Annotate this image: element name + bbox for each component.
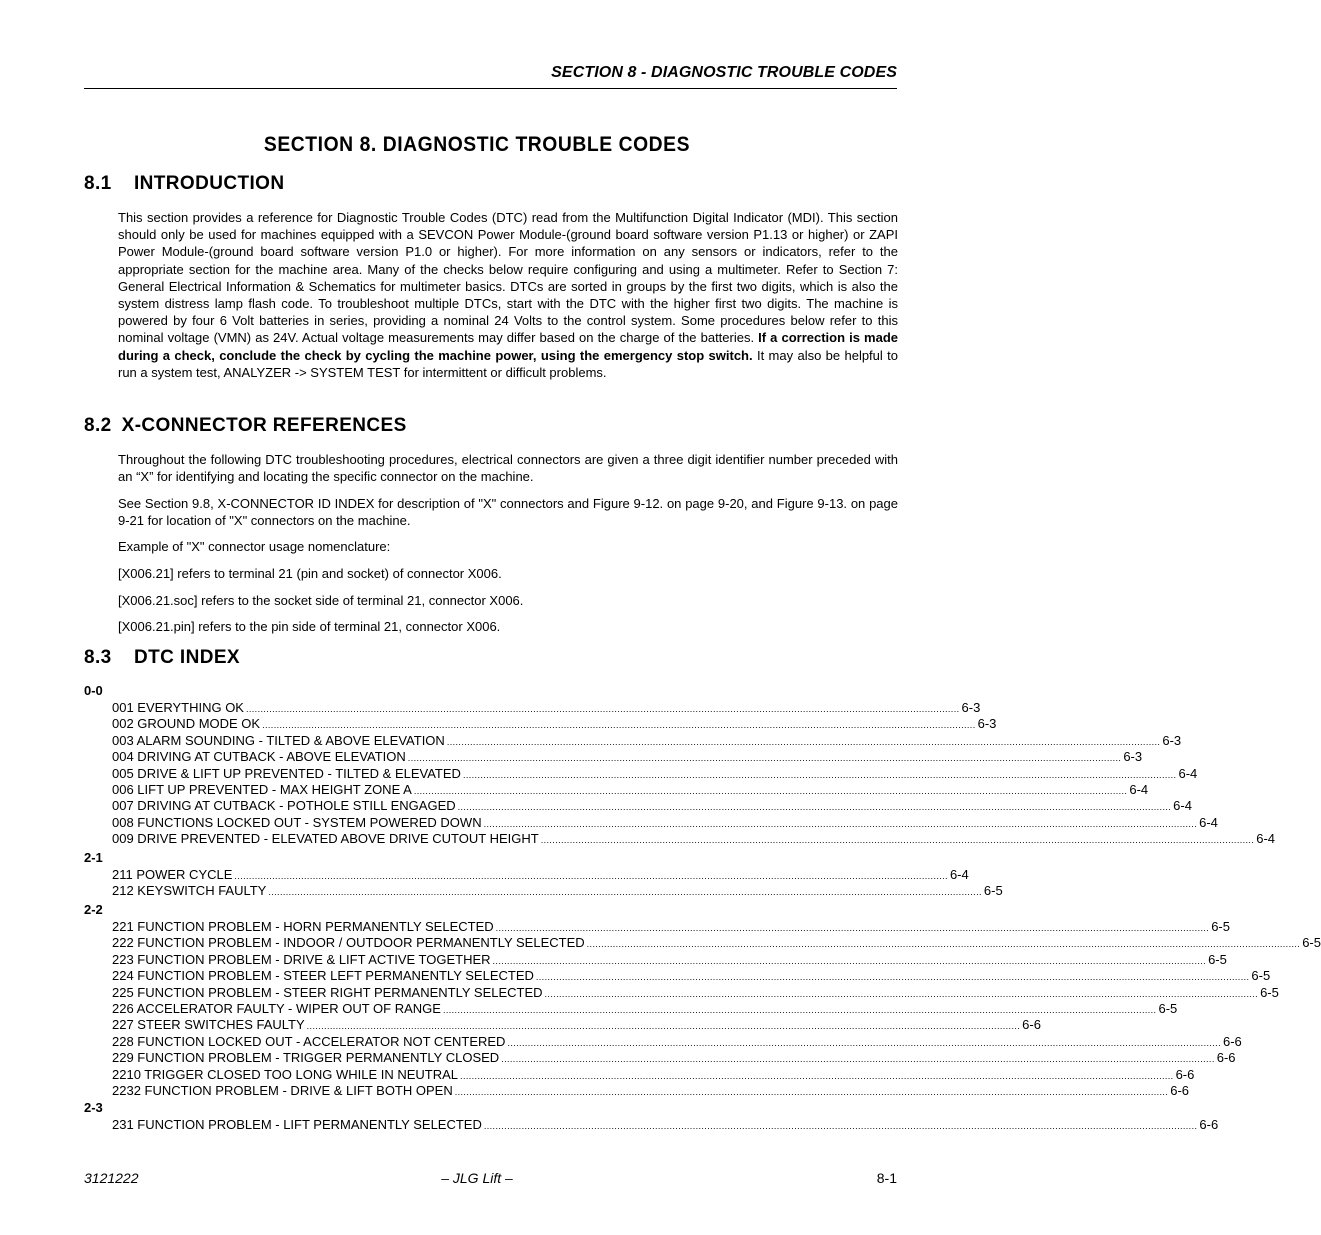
dtc-entry-title: 004 DRIVING AT CUTBACK - ABOVE ELEVATION bbox=[112, 749, 406, 765]
dtc-index-entry[interactable] bbox=[112, 1117, 1219, 1133]
dtc-entry-page: 6-6 bbox=[1216, 1050, 1236, 1066]
intro-text: This section provides a reference for Diagnostic Trouble Codes (DTC) read from the Multifunction Digital Indicator (MDI). This section should only be used for machines equipped with a SEVCON Power Module-(ground board software version P1.13 or higher) or ZAPI Power Module-(ground board software version P1.0 or higher). For more information on any sensors or indicators, refer to the appropriate section for the machine area. Many of the checks below require configuring and using a multimeter. Refer to Section 7: General Electrical Information & Schematics for multimeter basics. DTCs are sorted in groups by the first two digits, which is also the system distress lamp flash code. To troubleshoot multiple DTCs, start with the DTC with the higher first two digits. The machine is powered by four 6 Volt batteries in series, providing a nominal 24 Volts to the control system. Some procedures below refer to this nominal voltage (VMN) as 24V. Actual voltage measurements may differ based on the charge of the batteries. bbox=[118, 210, 898, 346]
dtc-entry-title: 231 FUNCTION PROBLEM - LIFT PERMANENTLY SELECTED bbox=[112, 1117, 482, 1132]
dtc-entry-page: 6-5 bbox=[1302, 935, 1321, 951]
dot-leader: ...................................................................................................................................................................................................................................................... bbox=[234, 871, 948, 881]
dtc-group-label: 2-1 bbox=[84, 850, 103, 865]
x-connector-paragraph-3: Example of "X" connector usage nomenclature: bbox=[118, 539, 391, 554]
dtc-index-entry[interactable] bbox=[112, 1066, 1195, 1083]
dtc-entry-page: 6-6 bbox=[1222, 1033, 1242, 1049]
dot-leader: ...................................................................................................................................................................................................................................................... bbox=[501, 1054, 1215, 1065]
dtc-entry-page: 6-6 bbox=[1199, 1117, 1219, 1132]
dtc-entry-title: 229 FUNCTION PROBLEM - TRIGGER PERMANENTLY CLOSED bbox=[112, 1050, 500, 1066]
dtc-entry-page: 6-6 bbox=[1022, 1017, 1041, 1033]
dtc-entry-title: 227 STEER SWITCHES FAULTY bbox=[112, 1017, 305, 1033]
dtc-entry-page: 6-5 bbox=[983, 883, 1003, 899]
dtc-entry-title: 221 FUNCTION PROBLEM - HORN PERMANENTLY SELECTED bbox=[112, 919, 494, 934]
page-title: SECTION 8. DIAGNOSTIC TROUBLE CODES bbox=[263, 133, 691, 156]
dtc-entry-page: 6-4 bbox=[1178, 765, 1198, 781]
x-connector-example-3: [X006.21.pin] refers to the pin side of terminal 21, connector X006. bbox=[118, 619, 501, 634]
dot-leader: ...................................................................................................................................................................................................................................................... bbox=[544, 988, 1259, 999]
intro-paragraph bbox=[118, 209, 898, 381]
dot-leader: ...................................................................................................................................................................................................................................................... bbox=[507, 1037, 1221, 1048]
dot-leader: ...................................................................................................................................................................................................................................................... bbox=[462, 769, 1177, 780]
dtc-entry-title: 2210 TRIGGER CLOSED TOO LONG WHILE IN NEUTRAL bbox=[112, 1066, 459, 1082]
dtc-entry-title: 223 FUNCTION PROBLEM - DRIVE & LIFT ACTIVE TOGETHER bbox=[112, 951, 491, 967]
dtc-index-entry[interactable] bbox=[112, 1017, 1041, 1033]
dtc-entry-page: 6-4 bbox=[1256, 831, 1276, 847]
dtc-group-label: 2-3 bbox=[84, 1100, 103, 1115]
dtc-index-entry[interactable] bbox=[112, 749, 1143, 765]
dtc-index-entry[interactable] bbox=[112, 732, 1182, 749]
section-heading-dtc-index bbox=[84, 647, 240, 669]
dtc-entry-title: 008 FUNCTIONS LOCKED OUT - SYSTEM POWERED DOWN bbox=[112, 814, 482, 830]
section-number: 8.1 bbox=[84, 173, 112, 194]
intro-text-end: It may also be helpful to run a system test, ANALYZER -> SYSTEM TEST for intermittent or difficult problems. bbox=[118, 347, 898, 380]
dot-leader: ...................................................................................................................................................................................................................................................... bbox=[495, 923, 1210, 933]
dtc-index-entry[interactable] bbox=[112, 1033, 1242, 1050]
dot-leader: ...................................................................................................................................................................................................................................................... bbox=[483, 818, 1198, 829]
dot-leader: ...................................................................................................................................................................................................................................................... bbox=[442, 1005, 1157, 1015]
dot-leader: ...................................................................................................................................................................................................................................................... bbox=[454, 1087, 1169, 1097]
dtc-index-entry[interactable] bbox=[112, 883, 1003, 899]
dot-leader: ...................................................................................................................................................................................................................................................... bbox=[483, 1121, 1198, 1131]
section-title: DTC INDEX bbox=[134, 647, 240, 668]
x-connector-example-1: [X006.21] refers to terminal 21 (pin and socket) of connector X006. bbox=[118, 566, 502, 581]
dtc-entry-page: 6-4 bbox=[949, 867, 969, 882]
dot-leader: ...................................................................................................................................................................................................................................................... bbox=[245, 704, 960, 714]
dot-leader: ...................................................................................................................................................................................................................................................... bbox=[413, 786, 1128, 796]
dtc-entry-title: 228 FUNCTION LOCKED OUT - ACCELERATOR NOT CENTERED bbox=[112, 1033, 506, 1049]
dtc-entry-title: 005 DRIVE & LIFT UP PREVENTED - TILTED & ELEVATED bbox=[112, 765, 461, 781]
dot-leader: ...................................................................................................................................................................................................................................................... bbox=[457, 802, 1172, 813]
intro-bold-text: If a correction is made during a check, conclude the check by cycling the machine power, using the emergency stop switch. bbox=[118, 330, 898, 363]
section-number: 8.3 bbox=[84, 647, 112, 668]
dtc-entry-page: 6-3 bbox=[961, 700, 981, 715]
dtc-entry-title: 211 POWER CYCLE bbox=[112, 867, 233, 882]
running-header: SECTION 8 - DIAGNOSTIC TROUBLE CODES bbox=[551, 64, 897, 81]
dot-leader: ...................................................................................................................................................................................................................................................... bbox=[407, 753, 1122, 764]
dtc-entry-page: 6-3 bbox=[1162, 732, 1182, 748]
dtc-index-entry[interactable] bbox=[112, 716, 997, 732]
dtc-entry-page: 6-4 bbox=[1199, 814, 1218, 830]
dtc-entry-page: 6-5 bbox=[1158, 1001, 1178, 1016]
dtc-entry-title: 212 KEYSWITCH FAULTY bbox=[112, 883, 267, 899]
dtc-index-entry[interactable] bbox=[112, 1050, 1236, 1066]
section-heading-introduction bbox=[84, 173, 284, 195]
dtc-index-entry[interactable] bbox=[112, 814, 1218, 831]
dtc-index-entry[interactable] bbox=[112, 919, 1230, 935]
dtc-index-entry[interactable] bbox=[112, 782, 1149, 798]
dot-leader: ...................................................................................................................................................................................................................................................... bbox=[262, 720, 976, 731]
section-title: INTRODUCTION bbox=[134, 173, 285, 194]
dot-leader: ...................................................................................................................................................................................................................................................... bbox=[586, 939, 1301, 950]
dot-leader: ...................................................................................................................................................................................................................................................... bbox=[535, 972, 1250, 983]
dtc-entry-title: 224 FUNCTION PROBLEM - STEER LEFT PERMANENTLY SELECTED bbox=[112, 968, 534, 984]
dtc-entry-title: 003 ALARM SOUNDING - TILTED & ABOVE ELEVATION bbox=[112, 732, 445, 748]
section-title: X-CONNECTOR REFERENCES bbox=[121, 415, 407, 436]
dtc-entry-title: 222 FUNCTION PROBLEM - INDOOR / OUTDOOR PERMANENTLY SELECTED bbox=[112, 935, 585, 951]
x-connector-paragraph-1: Throughout the following DTC troubleshooting procedures, electrical connectors are given a three digit identifier number preceded with an “X” for identifying and locating the specific connector on the machine. bbox=[118, 452, 898, 485]
dtc-entry-title: 2232 FUNCTION PROBLEM - DRIVE & LIFT BOTH OPEN bbox=[112, 1083, 453, 1098]
dtc-entry-page: 6-5 bbox=[1260, 984, 1279, 1000]
dtc-entry-page: 6-3 bbox=[1123, 749, 1143, 765]
dtc-entry-page: 6-4 bbox=[1129, 782, 1149, 797]
dtc-index-entry[interactable] bbox=[112, 867, 969, 883]
dtc-index-entry[interactable] bbox=[112, 700, 981, 716]
dtc-index-entry[interactable] bbox=[112, 1001, 1178, 1017]
dtc-entry-page: 6-6 bbox=[1170, 1083, 1190, 1098]
dot-leader: ...................................................................................................................................................................................................................................................... bbox=[540, 835, 1255, 846]
dtc-index-entry[interactable] bbox=[112, 831, 1276, 847]
section-heading-x-connector bbox=[84, 415, 407, 437]
dtc-entry-title: 006 LIFT UP PREVENTED - MAX HEIGHT ZONE A bbox=[112, 782, 412, 797]
dtc-index-entry[interactable] bbox=[112, 1083, 1190, 1099]
section-number: 8.2 bbox=[84, 415, 112, 436]
dtc-entry-page: 6-5 bbox=[1251, 968, 1271, 984]
dtc-group-label: 2-2 bbox=[84, 902, 103, 917]
dtc-entry-page: 6-3 bbox=[977, 716, 997, 732]
dot-leader: ...................................................................................................................................................................................................................................................... bbox=[268, 887, 982, 898]
header-rule bbox=[84, 88, 897, 89]
dot-leader: ...................................................................................................................................................................................................................................................... bbox=[492, 955, 1207, 966]
dot-leader: ...................................................................................................................................................................................................................................................... bbox=[460, 1070, 1174, 1081]
dtc-entry-title: 001 EVERYTHING OK bbox=[112, 700, 244, 715]
dtc-entry-page: 6-6 bbox=[1175, 1066, 1195, 1082]
x-connector-paragraph-2: See Section 9.8, X-CONNECTOR ID INDEX for description of "X" connectors and Figure 9-12. on page 9-20, and Figure 9-13. on page 9-21 for location of "X" connectors on the machine. bbox=[118, 496, 898, 529]
dtc-entry-title: 009 DRIVE PREVENTED - ELEVATED ABOVE DRIVE CUTOUT HEIGHT bbox=[112, 831, 539, 847]
dtc-entry-page: 6-5 bbox=[1211, 919, 1230, 934]
footer-brand: – JLG Lift – bbox=[441, 1170, 513, 1186]
dtc-index-entry[interactable] bbox=[112, 765, 1198, 782]
dtc-entry-title: 007 DRIVING AT CUTBACK - POTHOLE STILL ENGAGED bbox=[112, 798, 456, 814]
dtc-index-entry[interactable] bbox=[112, 798, 1192, 814]
dtc-index-entry[interactable] bbox=[112, 935, 1321, 951]
dtc-index-entry[interactable] bbox=[112, 968, 1271, 984]
footer-page-number: 8-1 bbox=[876, 1170, 897, 1186]
dtc-index-entry[interactable] bbox=[112, 984, 1279, 1001]
dtc-index-entry[interactable] bbox=[112, 951, 1227, 968]
dtc-entry-title: 002 GROUND MODE OK bbox=[112, 716, 261, 732]
dtc-entry-page: 6-5 bbox=[1208, 951, 1227, 967]
footer-doc-number: 3121222 bbox=[84, 1170, 139, 1186]
x-connector-example-2: [X006.21.soc] refers to the socket side of terminal 21, connector X006. bbox=[118, 593, 524, 608]
dot-leader: ...................................................................................................................................................................................................................................................... bbox=[446, 736, 1161, 747]
dtc-entry-title: 226 ACCELERATOR FAULTY - WIPER OUT OF RANGE bbox=[112, 1001, 441, 1016]
dtc-entry-title: 225 FUNCTION PROBLEM - STEER RIGHT PERMANENTLY SELECTED bbox=[112, 984, 543, 1000]
dtc-entry-page: 6-4 bbox=[1173, 798, 1192, 814]
dot-leader: ...................................................................................................................................................................................................................................................... bbox=[306, 1021, 1021, 1032]
dtc-group-label: 0-0 bbox=[84, 683, 103, 698]
